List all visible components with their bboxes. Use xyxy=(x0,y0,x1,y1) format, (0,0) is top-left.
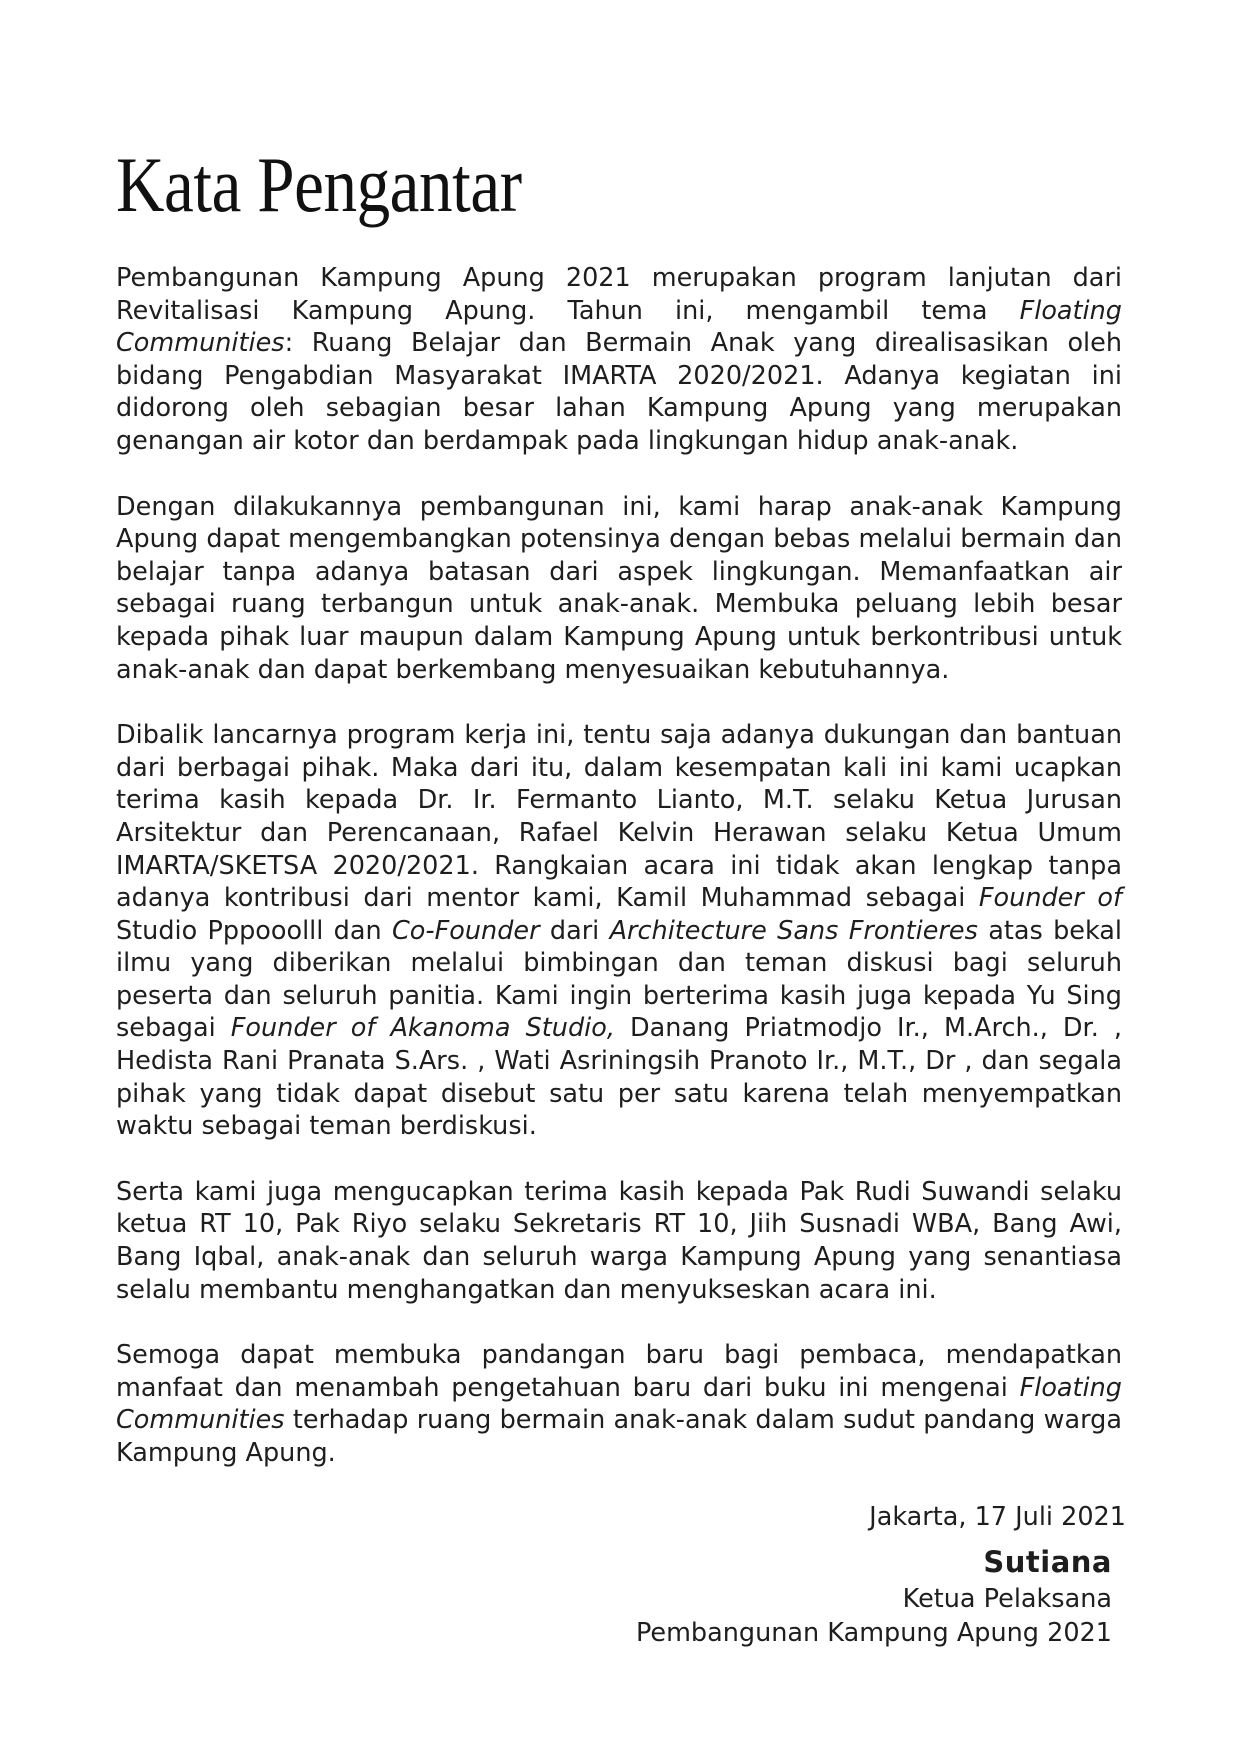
text-run: Dibalik lancarnya program kerja ini, tentu saja adanya dukungan dan bantuan dari berbagai pihak. Maka dari itu, dalam kesempatan kali ini kami ucapkan terima kasih kepada Dr. Ir. Fermanto Lianto, M.T. selaku Ketua Jurusan Arsitektur dan Perencanaan, Rafael Kelvin Herawan selaku Ketua Umum IMARTA/SKETSA 2020/2021. Rangkaian acara ini tidak akan lengkap tanpa adanya kontribusi dari mentor kami, Kamil Muhammad sebagai xyxy=(116,720,1122,914)
paragraph-5 xyxy=(116,1339,1122,1469)
text-run: Danang Priatmodjo Ir., M.Arch., Dr. , Hedista Rani Pranata S.Ars. , Wati Asriningsih Pranoto Ir., M.T., Dr , dan segala pihak yang tidak dapat disebut satu per satu karena telah menyempatkan waktu sebagai teman berdiskusi. xyxy=(116,1013,1122,1142)
text-run-italic: Floating Communities xyxy=(116,1372,1122,1436)
text-run: Serta kami juga mengucapkan terima kasih kepada Pak Rudi Suwandi selaku ketua RT 10, Pak Riyo selaku Sekretaris RT 10, Jiih Susnadi WBA, Bang Awi, Bang Iqbal, anak-anak dan seluruh warga Kampung Apung yang senantiasa selalu membantu menghangatkan dan menyukseskan acara ini. xyxy=(116,1176,1122,1305)
text-run: Studio Pppooolll dan xyxy=(116,915,392,946)
signer-organization: Pembangunan Kampung Apung 2021 xyxy=(635,1618,1112,1648)
text-run-italic: Founder of xyxy=(978,883,1122,914)
text-run-italic: Floating Communities xyxy=(116,295,1122,359)
body-text xyxy=(116,262,1122,1470)
text-run: Semoga dapat membuka pandangan baru bagi pembaca, mendapatkan manfaat dan menambah pengetahuan baru dari buku ini mengenai xyxy=(116,1340,1122,1403)
paragraph-4 xyxy=(116,1176,1122,1306)
paragraph-2 xyxy=(116,491,1122,687)
document-page xyxy=(116,0,1126,1755)
paragraph-3 xyxy=(116,719,1122,1143)
text-run: Pembangunan Kampung Apung 2021 merupakan program lanjutan dari Revitalisasi Kampung Apung. Tahun ini, mengambil tema xyxy=(116,263,1122,326)
text-run: terhadap ruang bermain anak-anak dalam sudut pandang warga Kampung Apung. xyxy=(116,1405,1122,1468)
text-run-italic: Architecture Sans Frontieres xyxy=(609,915,978,946)
text-run-italic: Co-Founder xyxy=(392,915,540,946)
signer-role: Ketua Pelaksana xyxy=(902,1584,1112,1614)
paragraph-1 xyxy=(116,262,1122,458)
page-title: Kata Pengantar xyxy=(116,141,522,228)
text-run: atas bekal ilmu yang diberikan melalui bimbingan dan teman diskusi bagi seluruh peserta dan seluruh panitia. Kami ingin berterima kasih juga kepada Yu Sing sebagai xyxy=(116,915,1123,1044)
text-run-italic: Founder of Akanoma Studio, xyxy=(230,1013,615,1044)
text-run: Dengan dilakukannya pembangunan ini, kami harap anak-anak Kampung Apung dapat mengembangkan potensinya dengan bebas melalui bermain dan belajar tanpa adanya batasan dari aspek lingkungan. Memanfaatkan air sebagai ruang terbangun untuk anak-anak. Membuka peluang lebih besar kepada pihak luar maupun dalam Kampung Apung untuk berkontribusi untuk anak-anak dan dapat berkembang menyesuaikan kebutuhannya. xyxy=(116,491,1122,685)
signer-name: Sutiana xyxy=(983,1545,1112,1579)
text-run: dari xyxy=(539,915,610,946)
text-run: : Ruang Belajar dan Bermain Anak yang direalisasikan oleh bidang Pengabdian Masyarakat IMARTA 2020/2021. Adanya kegiatan ini didorong oleh sebagian besar lahan Kampung Apung yang merupakan genangan air kotor dan berdampak pada lingkungan hidup anak-anak. xyxy=(116,328,1122,456)
place-date: Jakarta, 17 Juli 2021 xyxy=(869,1502,1126,1532)
signature-block xyxy=(635,1500,1126,1650)
